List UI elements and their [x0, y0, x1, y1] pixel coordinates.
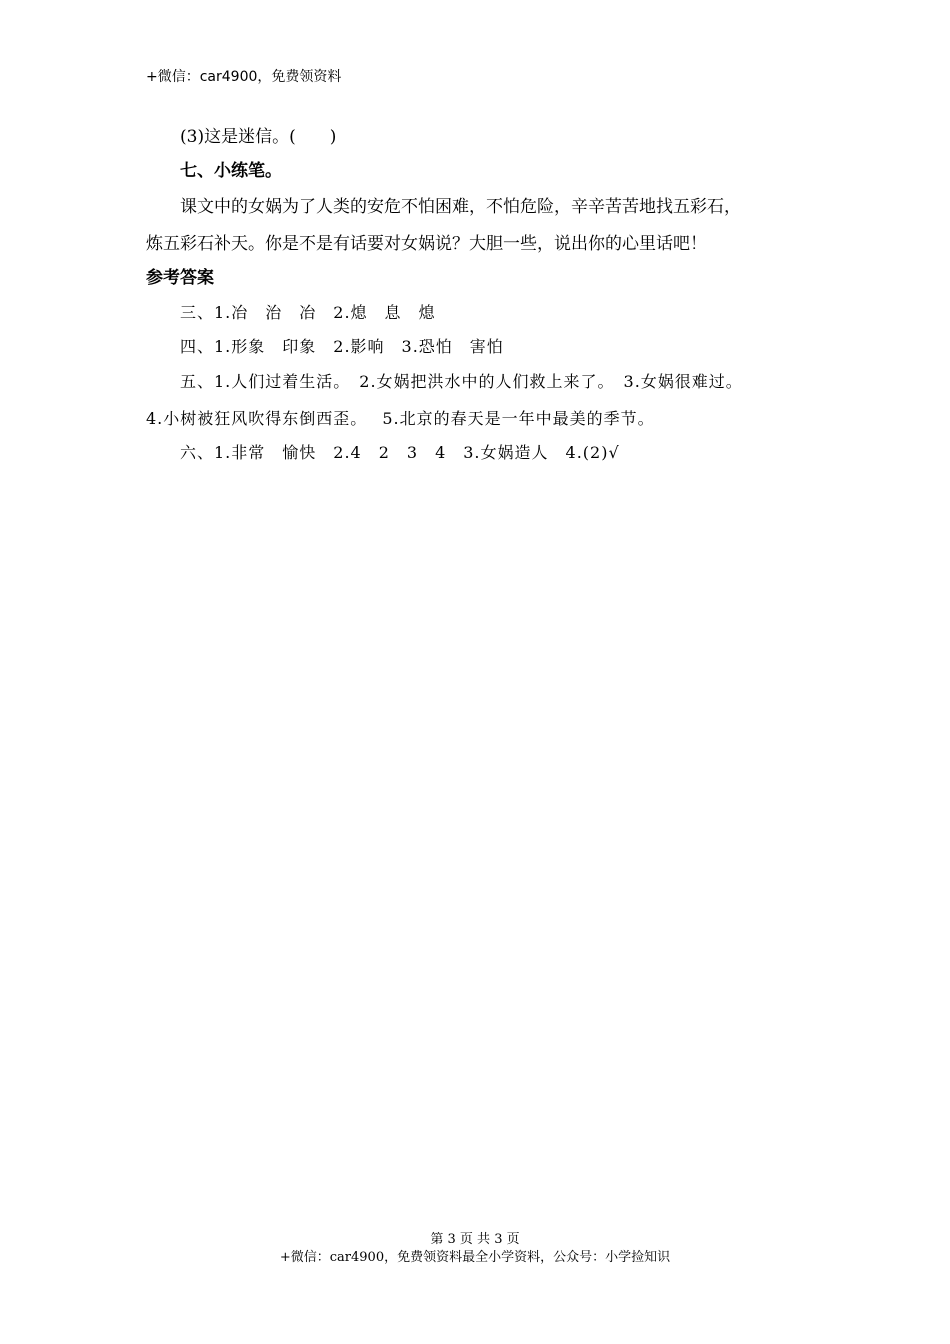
- answer-section-3: 三、1.冶 治 冶 2.熄 息 熄: [180, 303, 436, 322]
- question-item-3: (3)这是迷信。( ): [180, 127, 337, 147]
- answers-title: 参考答案: [146, 268, 214, 288]
- section-title-practice: 七、小练笔。: [180, 161, 282, 181]
- footer-note: +微信：car4900，免费领资料最全小学资料，公众号：小学捡知识: [279, 1250, 671, 1265]
- answer-section-4: 四、1.形象 印象 2.影响 3.恐怕 害怕: [180, 337, 504, 356]
- answer-section-5-line-1: 五、1.人们过着生活。 2.女娲把洪水中的人们救上来了。 3.女娲很难过。: [180, 372, 743, 391]
- header-note: +微信：car4900，免费领资料: [146, 69, 342, 85]
- answer-section-5-line-2: 4.小树被狂风吹得东倒西歪。 5.北京的春天是一年中最美的季节。: [146, 409, 655, 428]
- practice-prompt-line-1: 课文中的女娲为了人类的安危不怕困难，不怕危险，辛辛苦苦地找五彩石，: [180, 197, 741, 217]
- page-number: 第 3 页 共 3 页: [430, 1232, 520, 1247]
- answer-section-6: 六、1.非常 愉快 2.4 2 3 4 3.女娲造人 4.(2)√: [180, 443, 620, 462]
- practice-prompt-line-2: 炼五彩石补天。你是不是有话要对女娲说？大胆一些，说出你的心里话吧！: [146, 234, 707, 254]
